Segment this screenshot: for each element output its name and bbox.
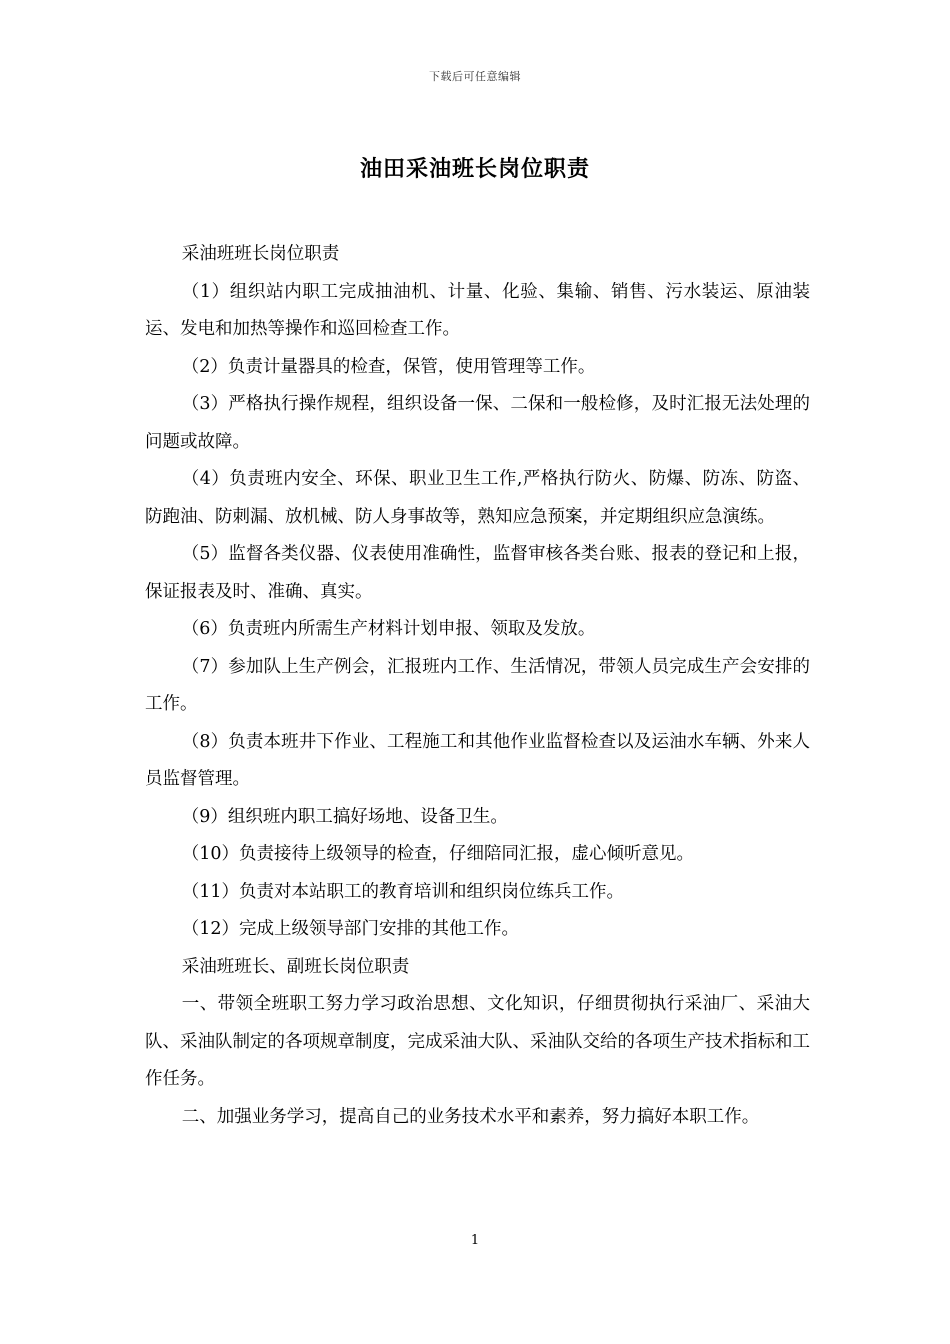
paragraph-duty-3: （3）严格执行操作规程，组织设备一保、二保和一般检修，及时汇报无法处理的问题或故障。 <box>145 394 810 452</box>
document-body <box>145 236 810 1136</box>
paragraph-duty-10: （10）负责接待上级领导的检查，仔细陪同汇报，虚心倾听意见。 <box>181 844 695 864</box>
paragraph-duty-4: （4）负责班内安全、环保、职业卫生工作,严格执行防火、防爆、防冻、防盗、防跑油、防刺漏、放机械、防人身事故等，熟知应急预案，并定期组织应急演练。 <box>145 469 810 527</box>
paragraph-duty-12: （12）完成上级领导部门安排的其他工作。 <box>181 919 520 939</box>
paragraph-item-two: 二、加强业务学习，提高自己的业务技术水平和素养，努力搞好本职工作。 <box>181 1106 760 1127</box>
paragraph-section-heading-2: 采油班班长、副班长岗位职责 <box>181 956 410 977</box>
paragraph-section-heading-1: 采油班班长岗位职责 <box>181 244 340 264</box>
paragraph-duty-8: （8）负责本班井下作业、工程施工和其他作业监督检查以及运油水车辆、外来人员监督管理。 <box>145 731 810 789</box>
paragraph-duty-9: （9）组织班内职工搞好场地、设备卫生。 <box>181 806 508 827</box>
paragraph-duty-1: （1）组织站内职工完成抽油机、计量、化验、集输、销售、污水装运、原油装运、发电和加热等操作和巡回检查工作。 <box>145 281 810 339</box>
paragraph-duty-5: （5）监督各类仪器、仪表使用准确性，监督审核各类台账、报表的登记和上报，保证报表及时、准确、真实。 <box>145 544 810 602</box>
page-header-note: 下载后可任意编辑 <box>429 70 521 83</box>
document-title: 油田采油班长岗位职责 <box>359 156 590 182</box>
paragraph-item-one: 一、带领全班职工努力学习政治思想、文化知识，仔细贯彻执行采油厂、采油大队、采油队制定的各项规章制度，完成采油大队、采油队交给的各项生产技术指标和工作任务。 <box>145 994 810 1089</box>
paragraph-duty-2: （2）负责计量器具的检查，保管，使用管理等工作。 <box>181 356 596 377</box>
paragraph-duty-11: （11）负责对本站职工的教育培训和组织岗位练兵工作。 <box>181 881 625 902</box>
paragraph-duty-6: （6）负责班内所需生产材料计划申报、领取及发放。 <box>181 619 596 639</box>
paragraph-duty-7: （7）参加队上生产例会，汇报班内工作、生活情况，带领人员完成生产会安排的工作。 <box>145 656 810 714</box>
page-number: 1 <box>470 1233 480 1248</box>
